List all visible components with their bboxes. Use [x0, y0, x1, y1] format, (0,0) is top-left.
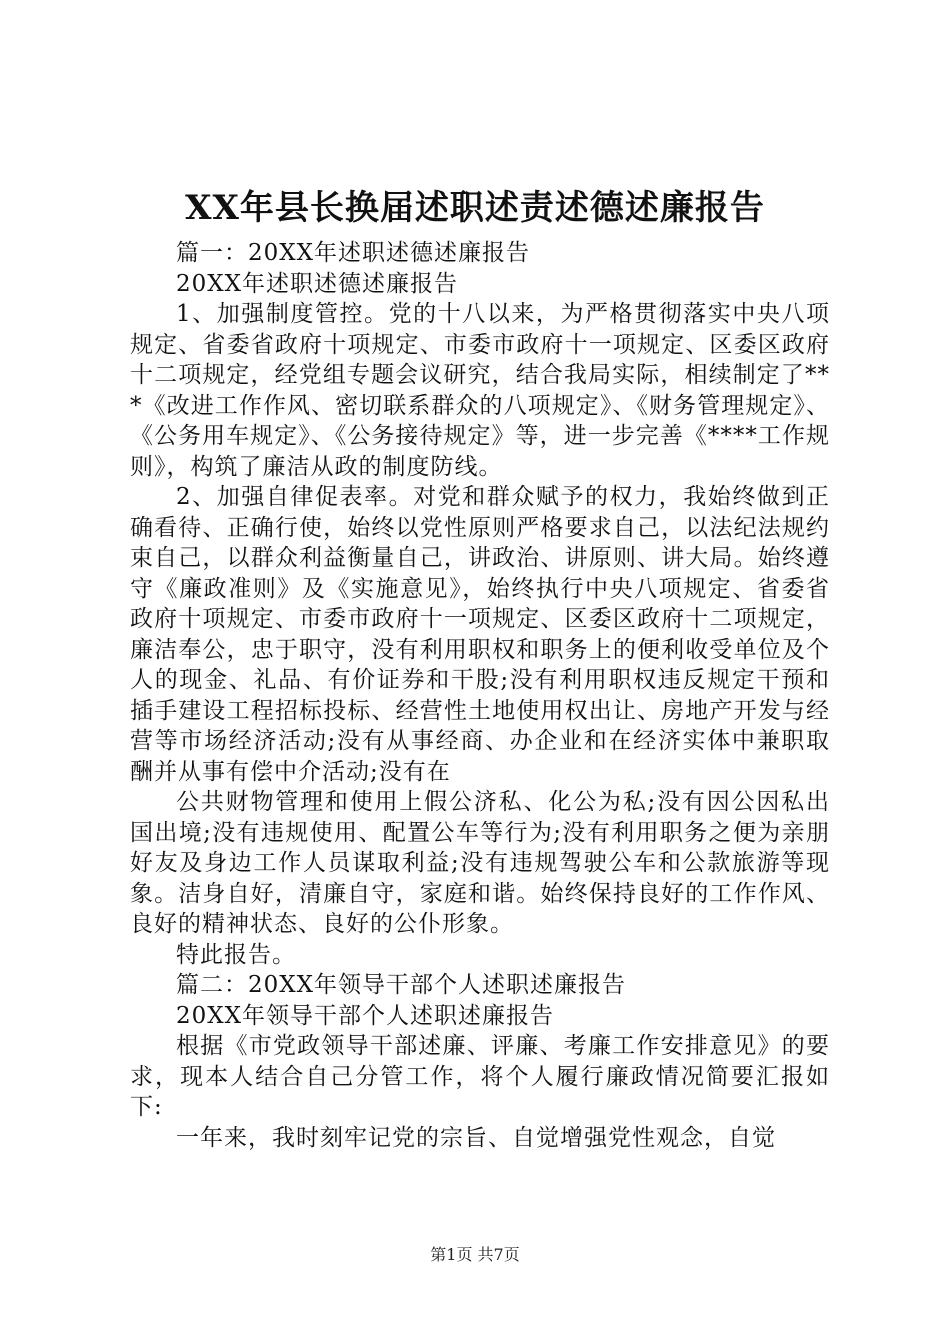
paragraph-year-review: 一年来，我时刻牢记党的宗旨、自觉增强党性观念，自觉: [176, 1124, 776, 1151]
paragraph-institution-control: 1、加强制度管控。党的十八以来，为严格贯彻落实中央八项规定、省委省政府十项规定、市委市政府十一项规定、区委区政府十二项规定，经党组专题会议研究，结合我局实际，相续制定了***《改进工作作风、密切联系群众的八项规定》、《财务管理规定》、《公务用车规定》、《公务接待规定》等，进一步完善《****工作规则》，构筑了廉洁从政的制度防线。: [130, 301, 830, 480]
paragraph-public-property: 公共财物管理和使用上假公济私、化公为私;没有因公因私出国出境;没有违规使用、配置公车等行为;没有利用职务之便为亲朋好友及身边工作人员谋取利益;没有违规驾驶公车和公款旅游等现象。洁身自好，清廉自守，家庭和谐。始终保持良好的工作作风、良好的精神状态、良好的公仆形象。: [130, 789, 830, 937]
page-number-footer: 第1页 共7页: [430, 1245, 520, 1264]
document-body: [130, 238, 830, 1153]
paragraph-report-title-two: 20XX年领导干部个人述职述廉报告: [176, 1002, 555, 1029]
paragraph-section-two-heading: 篇二：20XX年领导干部个人述职述廉报告: [176, 972, 627, 998]
paragraph-self-discipline: 2、加强自律促表率。对党和群众赋予的权力，我始终做到正确看待、正确行使，始终以党性原则严格要求自己，以法纪法规约束自己，以群众利益衡量自己，讲政治、讲原则、讲大局。始终遵守《廉政准则》及《实施意见》，始终执行中央八项规定、省委省政府十项规定、市委市政府十一项规定、区委区政府十二项规定，廉洁奉公，忠于职守，没有利用职权和职务上的便利收受单位及个人的现金、礼品、有价证券和干股;没有利用职权违反规定干预和插手建设工程招标投标、经营性土地使用权出让、房地产开发与经营等市场经济活动;没有从事经商、办企业和在经济实体中兼职取酬并从事有偿中介活动;没有在: [130, 484, 830, 785]
paragraph-closing: 特此报告。: [176, 941, 296, 968]
paragraph-section-one-heading: 篇一：20XX年述职述德述廉报告: [176, 240, 531, 266]
paragraph-basis: 根据《市党政领导干部述廉、评廉、考廉工作安排意见》的要求，现本人结合自己分管工作，将个人履行廉政情况简要汇报如下:: [130, 1033, 830, 1120]
document-title: XX年县长换届述职述责述德述廉报告: [185, 188, 765, 228]
paragraph-report-title-one: 20XX年述职述德述廉报告: [176, 270, 459, 297]
